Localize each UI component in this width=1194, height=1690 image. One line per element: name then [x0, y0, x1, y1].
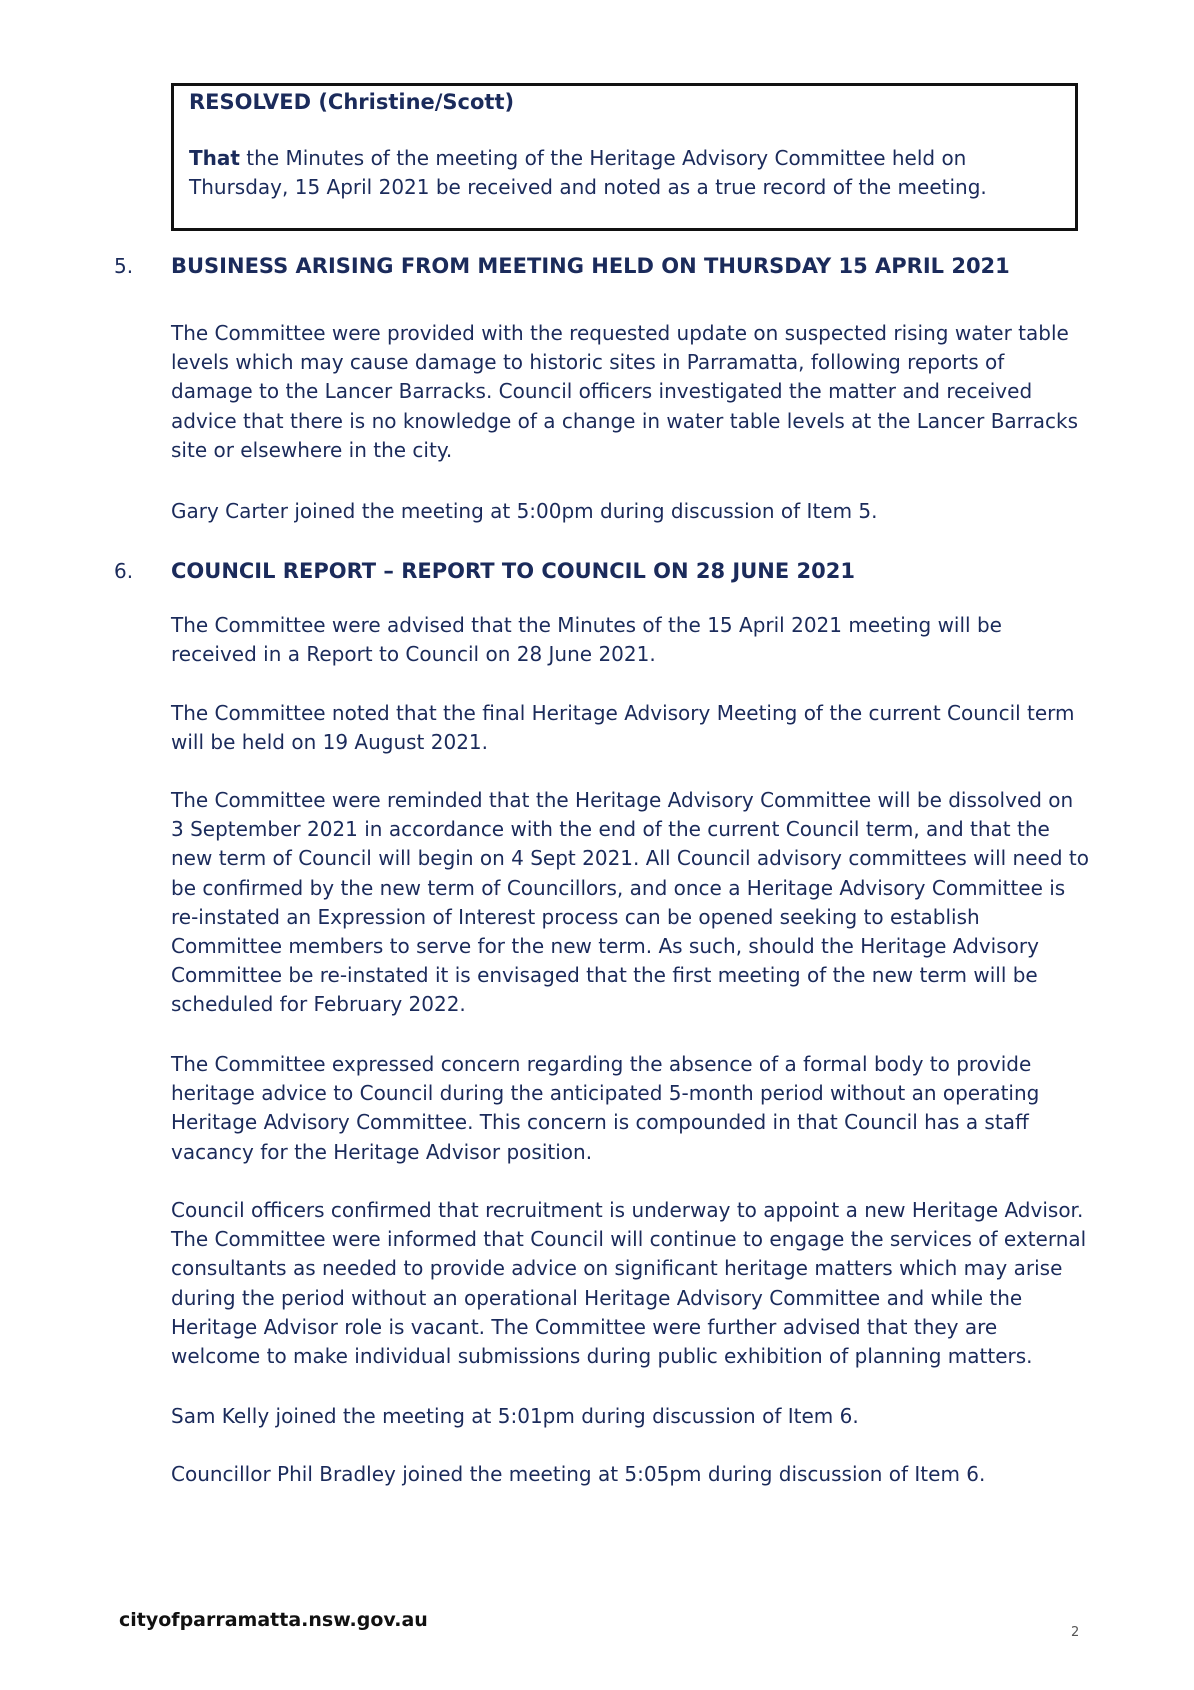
resolution-heading: RESOLVED (Christine/Scott) — [189, 90, 515, 114]
section-6-paragraph: The Committee were advised that the Minutes of the 15 April 2021 meeting will be received in a Report to Council on 28 June 2021. — [171, 613, 1002, 667]
section-5-paragraph: Gary Carter joined the meeting at 5:00pm during discussion of Item 5. — [171, 499, 878, 523]
section-5-number: 5. — [114, 254, 134, 278]
section-6-heading: COUNCIL REPORT – REPORT TO COUNCIL ON 28 JUNE 2021 — [171, 559, 855, 583]
resolution-text — [189, 144, 1059, 202]
footer-website-link[interactable]: cityofparramatta.nsw.gov.au — [119, 1609, 428, 1631]
section-6-paragraph: Sam Kelly joined the meeting at 5:01pm during discussion of Item 6. — [171, 1404, 859, 1428]
section-6-paragraph: Council officers confirmed that recruitment is underway to appoint a new Heritage Advisor. The Committee were informed that Council will continue to engage the services of external consultants as needed to provide advice on significant heritage matters which may arise during the period without an operational Heritage Advisory Committee and while the Heritage Advisor role is vacant. The Committee were further advised that they are welcome to make individual submissions during public exhibition of planning matters. — [171, 1198, 1087, 1369]
section-5-paragraph: The Committee were provided with the requested update on suspected rising water table levels which may cause damage to historic sites in Parramatta, following reports of damage to the Lancer Barracks. Council officers investigated the matter and received advice that there is no knowledge of a change in water table levels at the Lancer Barracks site or elsewhere in the city. — [171, 321, 1079, 462]
resolution-lead-word: That — [189, 146, 240, 170]
resolution-body: the Minutes of the meeting of the Heritage Advisory Committee held on Thursday, 15 April 2021 be received and noted as a true record of the meeting. — [189, 146, 987, 199]
page-number: 2 — [1071, 1625, 1080, 1640]
resolution-box — [171, 83, 1078, 231]
section-6-paragraph: Councillor Phil Bradley joined the meeting at 5:05pm during discussion of Item 6. — [171, 1462, 986, 1486]
section-6-paragraph: The Committee were reminded that the Heritage Advisory Committee will be dissolved on 3 September 2021 in accordance with the end of the current Council term, and that the new term of Council will begin on 4 Sept 2021. All Council advisory committees will need to be confirmed by the new term of Councillors, and once a Heritage Advisory Committee is re-instated an Expression of Interest process can be opened seeking to establish Committee members to serve for the new term. As such, should the Heritage Advisory Committee be re-instated it is envisaged that the first meeting of the new term will be scheduled for February 2022. — [171, 788, 1089, 1017]
section-6-paragraph: The Committee noted that the final Heritage Advisory Meeting of the current Council term will be held on 19 August 2021. — [171, 701, 1075, 755]
section-5-heading: BUSINESS ARISING FROM MEETING HELD ON THURSDAY 15 APRIL 2021 — [171, 254, 1010, 278]
section-6-paragraph: The Committee expressed concern regarding the absence of a formal body to provide heritage advice to Council during the anticipated 5-month period without an operating Heritage Advisory Committee. This concern is compounded in that Council has a staff vacancy for the Heritage Advisor position. — [171, 1052, 1040, 1164]
section-6-number: 6. — [114, 559, 134, 583]
